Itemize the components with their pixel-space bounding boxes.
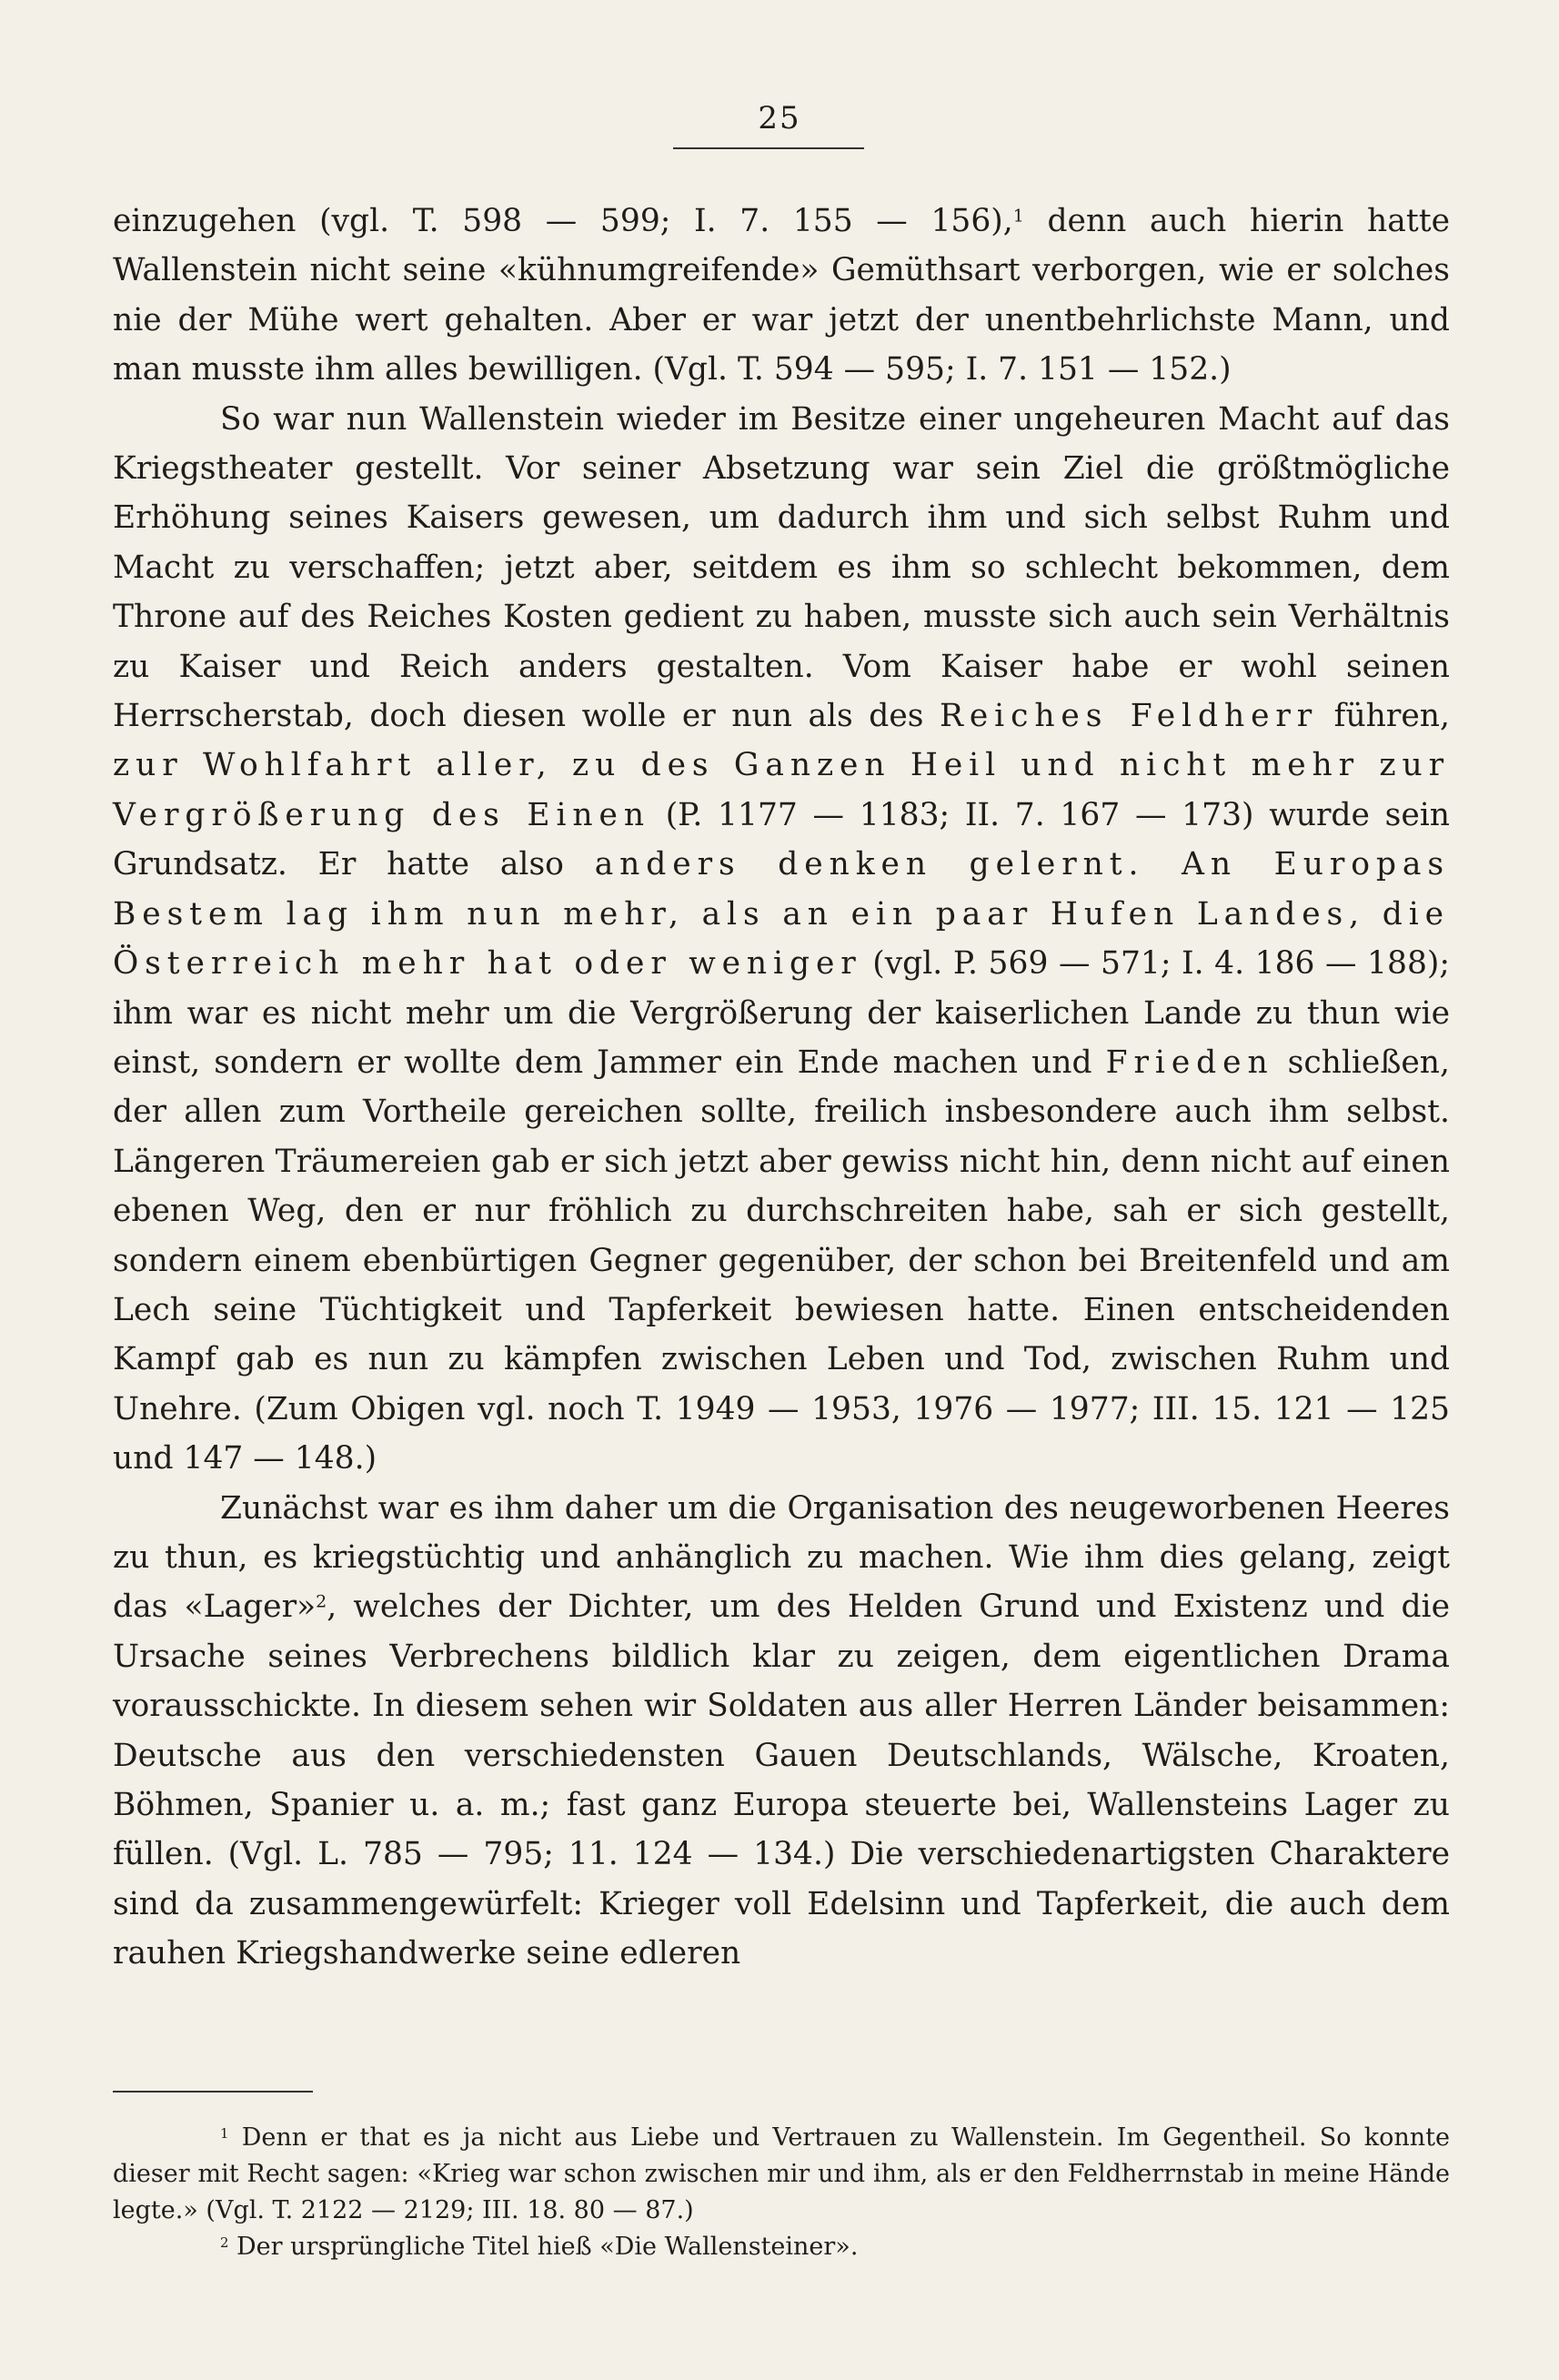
footnote-marker: 2 — [316, 1591, 327, 1612]
body-text — [113, 197, 1450, 1979]
footnote — [113, 2229, 1450, 2265]
footnotes — [113, 2120, 1450, 2265]
text-segment: denn auch hierin hatte Wallenstein nicht seine «kühnumgreifende» Gemüthsart verborgen, wie er solches nie der Mühe wert gehalten. Aber er war jetzt der unentbehrlichste Mann, und man musste ihm alles bewilligen. (Vgl. T. 594 — 595; I. 7. 151 — 152.) — [113, 203, 1450, 388]
text-spaced: anders denken gelernt. An Europas Bestem lag ihm nun mehr, als an ein paar Hufen Landes, die Österreich mehr hat oder weniger — [113, 846, 1450, 983]
text-segment: schließen, der allen zum Vortheile gereichen sollte, freilich insbesondere auch ihm selbst. Längeren Träumereien gab er sich jetzt aber gewiss nicht hin, denn nicht auf einen ebenen Weg, den er nur fröhlich zu durchschreiten habe, sah er sich gestellt, sondern einem ebenbürtigen Gegner gegenüber, der schon bei Breitenfeld und am Lech seine Tüchtigkeit und Tapferkeit bewiesen hatte. Einen entscheidenden Kampf gab es nun zu kämpfen zwischen Leben und Tod, zwischen Ruhm und Unehre. (Zum Obigen vgl. noch T. 1949 — 1953, 1976 — 1977; III. 15. 121 — 125 und 147 — 148.) — [113, 1044, 1450, 1477]
text-segment: (vgl. P. 569 — 571; I. 4. 186 — 188); ihm war es nicht mehr um die Vergrößerung der kaiserlichen Lande zu thun wie einst, sondern er wollte dem Jammer ein Ende machen und — [113, 945, 1450, 1081]
text-segment: einzugehen (vgl. T. 598 — 599; I. 7. 155 — 156), — [113, 203, 1013, 239]
footnote-marker: 2 — [220, 2234, 229, 2251]
header-rule — [673, 147, 864, 149]
text-segment: (P. 1177 — 1183; II. 7. 167 — 173) wurde sein Grundsatz. Er hatte also — [113, 796, 1451, 883]
footnote-rule — [113, 2091, 313, 2093]
paragraph — [113, 1484, 1450, 1979]
footnote-marker: 1 — [1012, 206, 1024, 227]
text-spaced: Frieden — [1105, 1044, 1274, 1081]
paragraph — [113, 197, 1450, 395]
footnote-marker: 1 — [220, 2124, 229, 2142]
paragraph — [113, 395, 1450, 1484]
text-segment: führen, — [1318, 698, 1450, 735]
footnote-text-segment: Der ursprüngliche Titel hieß «Die Wallensteiner». — [228, 2233, 859, 2261]
text-segment: , welches der Dichter, um des Helden Grund und Existenz und die Ursache seines Verbrechens bildlich klar zu zeigen, dem eigentlichen Drama vorausschickte. In diesem sehen wir Soldaten aus aller Herren Länder beisammen: Deutsche aus den verschiedensten Gauen Deutschlands, Wälsche, Kroaten, Böhmen, Spanier u. a. m.; fast ganz Europa steuerte bei, Wallensteins Lager zu füllen. (Vgl. L. 785 — 795; 11. 124 — 134.) Die verschiedenartigsten Charaktere sind da zusammengewürfelt: Krieger voll Edelsinn und Tapferkeit, die auch dem rauhen Kriegshandwerke seine edleren — [113, 1588, 1450, 1972]
footnote — [113, 2120, 1450, 2229]
text-spaced: zur Wohlfahrt aller, zu des Ganzen Heil und nicht mehr zur Vergrößerung des Einen — [113, 747, 1450, 833]
text-spaced: Reiches Feldherr — [939, 698, 1319, 735]
footnote-text-segment: Denn er that es ja nicht aus Liebe und Vertrauen zu Wallenstein. Im Gegentheil. So konnte dieser mit Recht sagen: «Krieg war schon zwischen mir und ihm, als er den Feldherrnstab in meine Hände legte.» (Vgl. T. 2122 — 2129; III. 18. 80 — 87.) — [113, 2123, 1450, 2224]
text-segment: Zunächst war es ihm daher um die Organisation des neugeworbenen Heeres zu thun, es kriegstüchtig und anhänglich zu machen. Wie ihm dies gelang, zeigt das «Lager» — [113, 1489, 1450, 1626]
text-segment: So war nun Wallenstein wieder im Besitze einer ungeheuren Macht auf das Kriegstheater gestellt. Vor seiner Absetzung war sein Ziel die größtmögliche Erhöhung seines Kaisers gewesen, um dadurch ihm und sich selbst Ruhm und Macht zu verschaffen; jetzt aber, seitdem es ihm so schlecht bekommen, dem Throne auf des Reiches Kosten gedient zu haben, musste sich auch sein Verhältnis zu Kaiser und Reich anders gestalten. Vom Kaiser habe er wohl seinen Herrscherstab, doch diesen wolle er nun als des — [113, 400, 1450, 735]
page-number: 25 — [758, 100, 801, 136]
